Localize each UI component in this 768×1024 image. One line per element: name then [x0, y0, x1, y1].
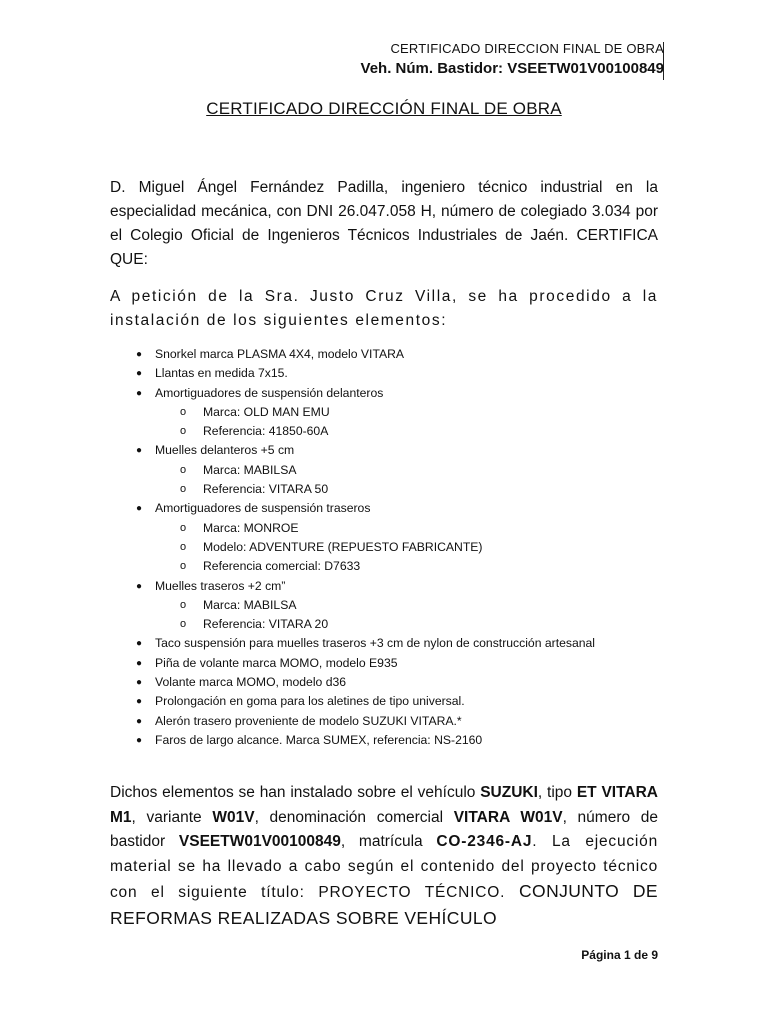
installed-elements-list	[110, 345, 670, 750]
list-item-text: Alerón trasero proveniente de modelo SUZUKI VITARA.*	[155, 713, 462, 728]
vehicle-text-1: Dichos elementos se han instalado sobre el vehículo	[110, 784, 481, 801]
list-subitem	[110, 403, 670, 422]
intro-paragraph	[110, 176, 658, 272]
list-item-text: Llantas en medida 7x15.	[155, 366, 288, 381]
intro-text-1: D. Miguel Ángel Fernández Padilla, ingeniero técnico industrial en la especialidad mecánica, con DNI	[110, 179, 658, 220]
vehicle-text-6: , matrícula	[340, 833, 437, 850]
bullet-icon: ●	[135, 368, 143, 380]
list-item	[110, 499, 670, 518]
bullet-icon: ●	[135, 677, 143, 689]
circle-bullet-icon: o	[179, 521, 187, 534]
list-item-text: Snorkel marca PLASMA 4X4, modelo VITARA	[155, 347, 405, 361]
list-item-text: Marca: MONROE	[203, 520, 299, 535]
circle-bullet-icon: o	[179, 463, 187, 476]
vehicle-vin: VSEETW01V00100849	[178, 833, 341, 850]
vehicle-plate: CO-2346-AJ	[436, 833, 533, 850]
vehicle-text-3: , variante	[131, 808, 213, 826]
vehicle-type: ET VITARA M1	[110, 784, 659, 826]
circle-bullet-icon: o	[179, 560, 187, 573]
circle-bullet-icon: o	[179, 540, 187, 553]
list-item	[110, 364, 670, 383]
list-item	[110, 345, 670, 364]
list-item-text: Muelles traseros +2 cm”	[155, 578, 286, 593]
list-item-text: Marca: MABILSA	[203, 597, 297, 612]
dni-number: 26.047.058	[338, 203, 416, 220]
vehicle-commercial-name: VITARA W01V	[453, 808, 563, 826]
list-item-text: Faros de largo alcance. Marca SUMEX, referencia: NS-2160	[155, 732, 483, 747]
bullet-icon: ●	[135, 349, 143, 360]
list-item	[110, 634, 670, 653]
bullet-icon: ●	[135, 387, 143, 399]
vehicle-text-2: , tipo	[537, 784, 577, 801]
list-item	[110, 731, 670, 750]
request-text-1: A petición de la Sra. Justo Cruz Villa,	[110, 288, 458, 305]
list-item-text: Marca: OLD MAN EMU	[203, 404, 330, 419]
intro-text-2: H, número de colegiado	[415, 203, 592, 220]
list-item-text: Referencia: VITARA 20	[203, 617, 329, 632]
document-title: CERTIFICADO DIRECCIÓN FINAL DE OBRA	[206, 99, 562, 118]
vehicle-variant: W01V	[212, 808, 255, 826]
list-subitem	[110, 557, 670, 576]
list-item-text: Taco suspensión para muelles traseros +3 cm de nylon de construcción artesanal	[155, 636, 596, 651]
list-item-text: Referencia: 41850-60A	[203, 424, 329, 439]
list-item-text: Referencia: VITARA 50	[203, 482, 329, 497]
list-item-text: Muelles delanteros +5 cm	[155, 443, 295, 458]
vehicle-text-4: , denominación comercial	[254, 808, 454, 826]
bullet-icon: ●	[135, 715, 143, 727]
colegiado-number: 3.034	[591, 203, 631, 220]
request-paragraph	[110, 285, 658, 333]
circle-bullet-icon: o	[179, 405, 187, 418]
list-item-text: Volante marca MOMO, modelo d36	[155, 675, 347, 690]
bullet-icon: ●	[135, 580, 143, 592]
list-item-text: Amortiguadores de suspensión delanteros	[155, 385, 384, 400]
list-item	[110, 441, 670, 460]
intro-text-3: por el Colegio Oficial de Ingenieros Técnicos Industriales de Jaén. CERTIFICA QUE:	[110, 203, 658, 268]
list-item-text: Piña de volante marca MOMO, modelo E935	[155, 655, 398, 670]
bullet-icon: ●	[135, 445, 143, 457]
list-subitem	[110, 519, 670, 538]
list-item	[110, 384, 670, 403]
list-item-text: Modelo: ADVENTURE (REPUESTO FABRICANTE)	[203, 539, 483, 554]
list-subitem	[110, 480, 670, 499]
list-subitem	[110, 596, 670, 615]
bullet-icon: ●	[135, 696, 143, 708]
list-item	[110, 577, 670, 596]
vehicle-text-5: , número de bastidor	[110, 808, 659, 850]
bullet-icon: ●	[135, 503, 143, 515]
list-item-text: Amortiguadores de suspensión traseros	[155, 501, 371, 516]
page-number: Página 1 de 9	[581, 948, 658, 962]
header-title: CERTIFICADO DIRECCION FINAL DE OBRA	[390, 41, 664, 56]
circle-bullet-icon: o	[179, 425, 187, 438]
project-title-text: CONJUNTO DE REFORMAS REALIZADAS SOBRE VEHÍCULO	[110, 881, 659, 928]
list-subitem	[110, 461, 670, 480]
list-item	[110, 673, 670, 692]
list-item-text: Prolongación en goma para los aletines de tipo universal.	[155, 694, 465, 709]
list-item-text: Referencia comercial: D7633	[203, 559, 361, 574]
list-item	[110, 692, 670, 711]
list-item-text: Marca: MABILSA	[203, 462, 297, 477]
bullet-icon: ●	[135, 657, 143, 669]
circle-bullet-icon: o	[179, 483, 187, 496]
request-text-2: se ha procedido a la instalación de los siguientes elementos:	[110, 288, 658, 329]
bullet-icon: ●	[135, 734, 143, 746]
list-subitem	[110, 538, 670, 557]
circle-bullet-icon: o	[179, 618, 187, 631]
list-item	[110, 654, 670, 673]
header-vin: Veh. Núm. Bastidor: VSEETW01V00100849	[360, 60, 664, 77]
list-subitem	[110, 422, 670, 441]
vehicle-paragraph	[110, 781, 658, 932]
list-item	[110, 712, 670, 731]
list-subitem	[110, 615, 670, 634]
circle-bullet-icon: o	[179, 598, 187, 611]
vehicle-brand: SUZUKI	[480, 784, 538, 801]
page-header	[361, 40, 664, 80]
vehicle-text-7: . La ejecución material se ha llevado a cabo según el contenido del proyecto técnico con el siguiente título: PROYECTO TÉCNICO.	[110, 833, 659, 901]
bullet-icon: ●	[135, 638, 143, 650]
